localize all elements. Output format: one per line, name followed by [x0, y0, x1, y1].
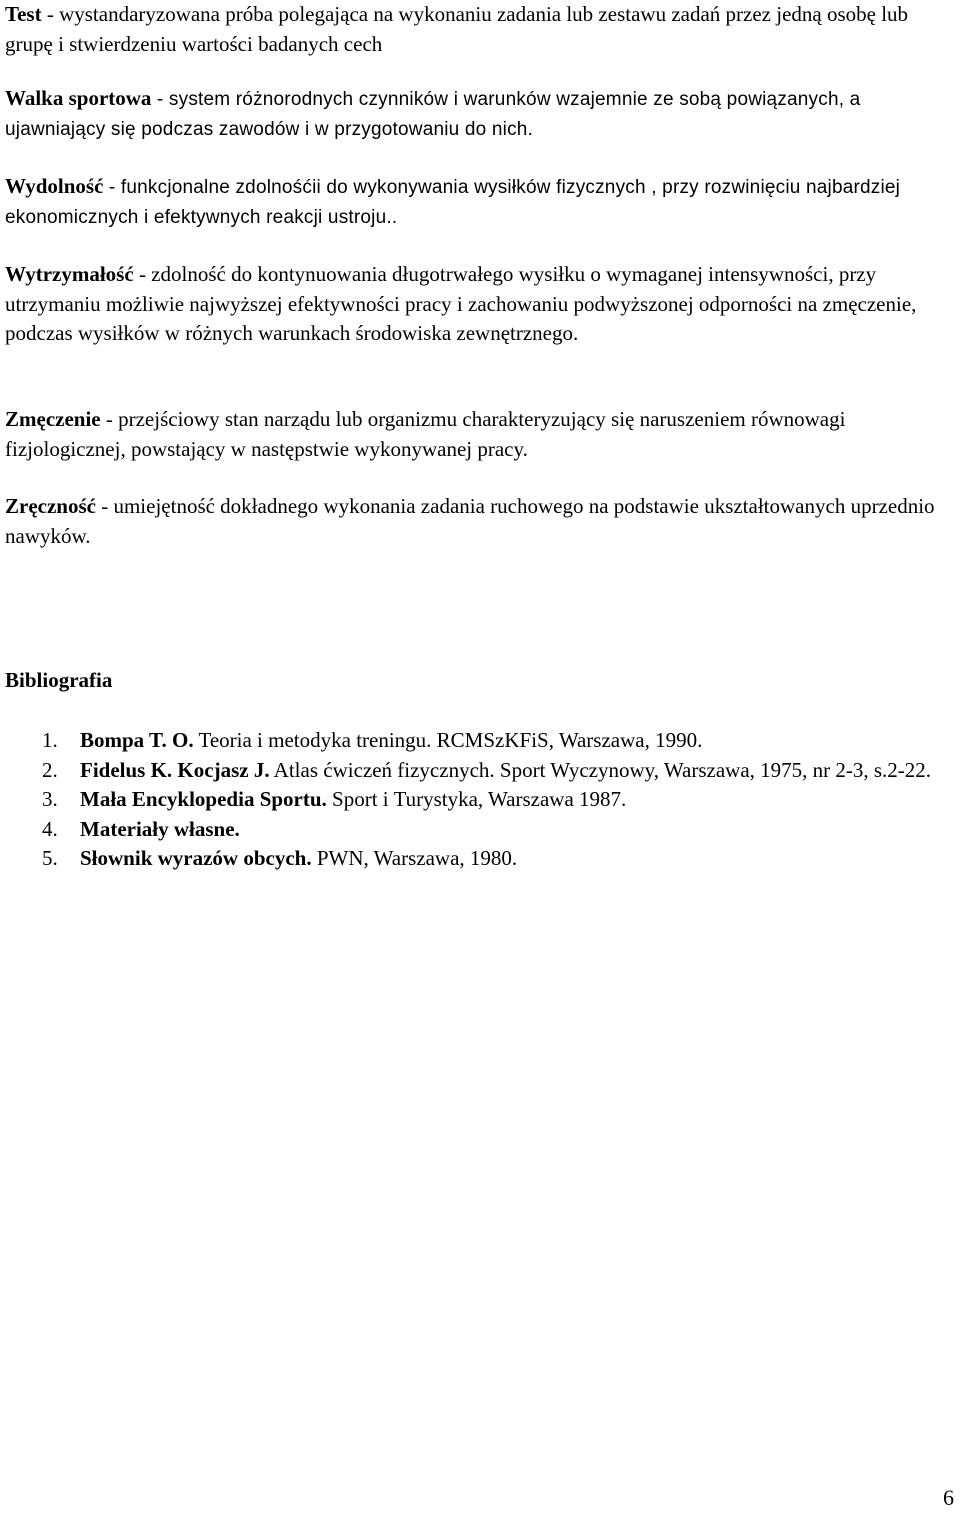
definition-text: - wystandaryzowana próba polegająca na wykonaniu zadania lub zestawu zadań przez jedną osobę lub grupę i stwierdzeniu wartości badanych cech: [5, 2, 909, 56]
bibliography-heading: Bibliografia: [5, 668, 113, 692]
definition-text: - przejściowy stan narządu lub organizmu charakteryzujący się naruszeniem równowagi fizjologicznej, powstający w następstwie wykonywanej pracy.: [5, 407, 846, 461]
bibliography-item-number: 4.: [42, 816, 58, 841]
bibliography-item-author: Mała Encyklopedia Sportu.: [80, 787, 327, 811]
bibliography-list: [5, 726, 940, 874]
definition-text: - zdolność do kontynuowania długotrwałego wysiłku o wymaganej intensywności, przy utrzymaniu możliwie najwyższej efektywności pracy i zachowaniu podwyższonej odporności na zmęczenie, podczas wysiłków w różnych warunkach środowiska zewnętrznego.: [5, 262, 917, 345]
bibliography-item-details: PWN, Warszawa, 1980.: [311, 846, 518, 870]
bibliography-item-details: Sport i Turystyka, Warszawa 1987.: [326, 787, 627, 811]
bibliography-item-author: Bompa T. O.: [80, 728, 194, 752]
definition-text: - funkcjonalne zdolnośćii do wykonywania wysiłków fizycznych , przy rozwinięciu najbardziej ekonomicznych i efektywnych reakcji ustroju..: [5, 177, 901, 228]
definition-walka-sportowa: [5, 84, 940, 144]
bibliography-item: [5, 815, 940, 845]
definition-term: Wytrzymałość: [5, 262, 134, 286]
definition-wydolnosc: [5, 172, 940, 232]
definition-term: Zmęczenie: [5, 407, 101, 431]
bibliography-item-details: Teoria i metodyka treningu. RCMSzKFiS, Warszawa, 1990.: [193, 728, 703, 752]
definition-term: Test: [5, 2, 42, 26]
bibliography-item: [5, 726, 940, 756]
bibliography-item: [5, 785, 940, 815]
bibliography-item-author: Materiały własne.: [80, 816, 240, 841]
bibliography-item-number: 2.: [42, 757, 58, 782]
definition-wytrzymalosc: [5, 260, 940, 349]
definition-term: Wydolność: [5, 174, 104, 198]
bibliography-item-number: 1.: [42, 728, 58, 752]
bibliography-item-number: 3.: [42, 787, 58, 811]
definition-term: Walka sportowa: [5, 86, 152, 110]
page-number: 6: [943, 1485, 954, 1510]
definition-test: [5, 0, 940, 59]
definition-text: - umiejętność dokładnego wykonania zadania ruchowego na podstawie ukształtowanych uprzednio nawyków.: [5, 494, 935, 548]
bibliography-item-details: Atlas ćwiczeń fizycznych. Sport Wyczynowy, Warszawa, 1975, nr 2-3, s.2-22.: [269, 757, 932, 782]
definition-text: - system różnorodnych czynników i warunków wzajemnie ze sobą powiązanych, a ujawniający się podczas zawodów i w przygotowaniu do nich.: [5, 89, 861, 140]
bibliography-item: [5, 844, 940, 874]
bibliography-item: [5, 756, 940, 786]
definition-zmeczenie: [5, 405, 940, 464]
bibliography-item-number: 5.: [42, 846, 58, 870]
bibliography-item-author: Słownik wyrazów obcych.: [80, 846, 312, 870]
definition-zrecznosc: [5, 492, 940, 551]
definition-term: Zręczność: [5, 494, 96, 518]
bibliography-item-author: Fidelus K. Kocjasz J.: [80, 757, 270, 782]
